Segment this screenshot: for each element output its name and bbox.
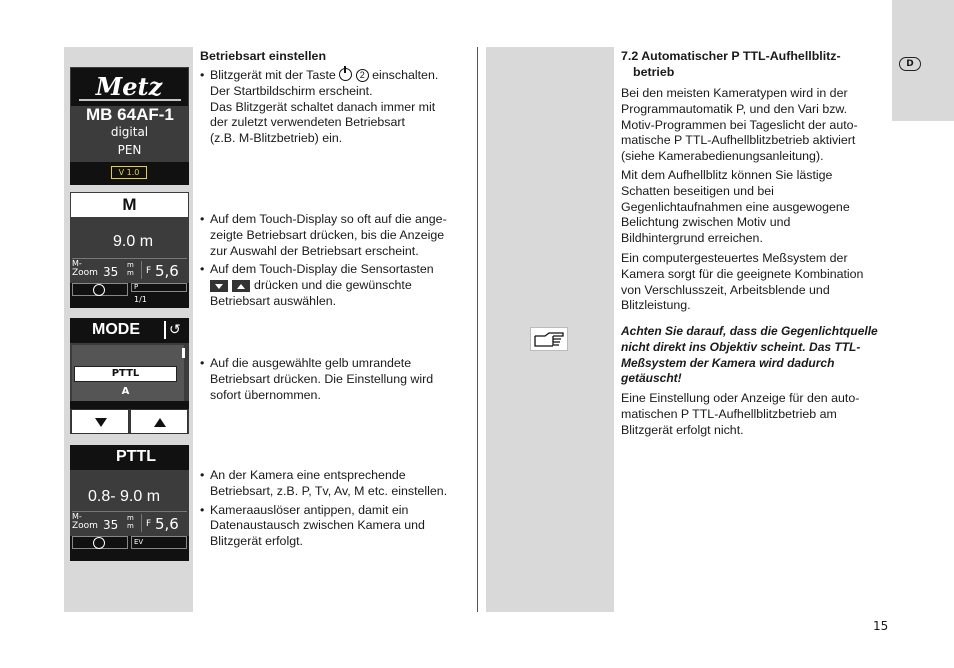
step-1-text: Blitzgerät mit der Taste [210,68,340,82]
p-button[interactable] [131,283,187,292]
step-3 [200,262,465,309]
m-footer [70,283,189,308]
p2-line: Belichtung zwischen Motiv und [621,215,791,230]
step-2-line: Auf dem Touch-Display so oft auf die ange- [210,212,447,226]
circled-number-label: 2 [359,70,365,80]
mode-option-pttl[interactable] [74,366,177,382]
step-list-2 [200,212,465,310]
scroll-indicator[interactable] [182,348,185,358]
pttl-footer [70,536,189,561]
p3-line: Ein computergesteuertes Meßsystem der [621,251,848,265]
step-1-line: der zuletzt verwendeten Betriebsart [210,115,405,130]
start-screen [70,67,189,185]
f-label: F [146,266,152,276]
right-paragraph-2 [621,168,886,247]
ev-button[interactable] [131,536,187,549]
mode-option-a[interactable] [74,386,177,400]
f-value: 5,6 [155,262,179,280]
pttl-info-icon [93,537,105,549]
model-name: MB 64AF-1 [86,105,174,124]
power-icon [339,68,352,81]
mode-pttl-screen [70,445,189,561]
step-1-line: Der Startbildschirm erscheint. [210,83,373,98]
language-badge [899,57,921,71]
step-6-line: Kameraauslöser antippen, damit ein [210,502,409,517]
pttl-mm-bottom: m [127,522,134,530]
pttl-zoom-row [72,511,187,535]
right-paragraph-4 [621,391,886,438]
step-4-line: Auf die ausgewählte gelb umrandete [210,356,412,370]
start-footer [70,162,189,185]
p2-line: Mit dem Aufhellblitz können Sie lästige [621,168,833,182]
p1-line: (siehe Kamerabedienungsanleitung). [621,149,824,164]
left-heading: Betriebsart einstellen [200,49,327,63]
p3-line: von Verschlusszeit, Arbeitsblende und [621,282,830,297]
ev-label: EV [134,538,144,546]
mode-option-pttl-label: PTTL [111,368,140,379]
zoom-value: 35 [103,265,119,279]
metz-logo [71,68,188,106]
step-3-line: drücken und die gewünschte [254,278,412,293]
mode-option-a-label: A [121,386,130,397]
step-4 [200,356,465,403]
version-box [111,166,147,179]
pttl-zoom-value: 35 [103,518,119,532]
p3-line: Blitzleistung. [621,298,691,313]
page-number: 15 [873,619,889,633]
up-button[interactable] [130,409,188,434]
note-line: getäuscht! [621,371,682,386]
info-button[interactable] [72,283,128,296]
step-5 [200,468,465,500]
mode-m-header[interactable] [71,193,188,217]
m-label: M- [72,259,82,268]
step-1-line: (z.B. M-Blitzbetrieb) ein. [210,131,343,146]
down-arrow-icon [72,410,130,435]
mode-list-bottom [70,401,189,409]
pttl-f-label: F [146,519,152,529]
pttl-mode-label: PTTL [116,448,156,465]
step-6-line: Datenaustausch zwischen Kamera und [210,518,425,533]
p2-line: Schatten beseitigen und bei [621,183,774,198]
step-4-line: Betriebsart drücken. Die Einstellung wird [210,371,434,386]
step-list-1 [200,68,465,147]
step-5-line: An der Kamera eine entsprechende [210,468,406,482]
p2-line: Bildhintergrund erreichen. [621,231,763,246]
p1-line: matische P TTL-Aufhellblitzbetrieb aktiviert [621,133,856,148]
circled-number [356,69,369,82]
back-icon[interactable]: ↺ [164,321,184,339]
mm-top: m [127,261,134,269]
step-6-line: Blitzgerät erfolgt. [210,534,303,549]
pttl-header[interactable] [70,445,189,470]
mode-select-header [70,318,189,343]
pttl-zoom-label: Zoom [72,521,98,531]
metz-logo-text: Metz [95,72,163,101]
p4-line: Eine Einstellung oder Anzeige für den auto- [621,391,860,405]
note-line: nicht direkt ins Objektiv scheint. Das TTL- [621,339,861,354]
p-label: P [134,283,139,291]
hand-note-icon [530,327,568,351]
mode-m-screen [70,192,189,308]
mode-select-screen [70,318,189,434]
p4-line: matischen P TTL-Aufhellblitzbetrieb am [621,406,837,421]
pttl-m-label: M- [72,512,82,521]
model-sub-digital: digital [110,125,149,139]
pttl-mm-top: m [127,514,134,522]
metz-logo-mark [71,68,188,106]
down-key-icon [210,280,228,292]
up-key-icon [232,280,250,292]
pttl-f-value: 5,6 [155,515,179,533]
step-5-line: Betriebsart, z.B. P, Tv, Av, M etc. einstellen. [210,483,448,498]
down-button[interactable] [71,409,129,434]
p1-line: Programmautomatik P, und den Vari bzw. [621,101,848,116]
note-line: Meßsystem der Kamera wird dadurch [621,355,835,370]
step-1 [200,68,465,147]
language-badge-label: D [906,59,914,69]
pointing-hand-icon [531,328,569,352]
step-2 [200,212,465,259]
p1-line: Bei den meisten Kameratypen wird in der [621,86,848,100]
info-icon [93,284,105,296]
step-list-3 [200,356,465,403]
step-6 [200,503,465,550]
step-3-line: Betriebsart auswählen. [210,293,337,308]
p3-line: Kamera sorgt für die geeignete Kombination [621,266,864,281]
mm-bottom: m [127,269,134,277]
step-1-post: einschalten. [368,68,439,82]
zoom-label: Zoom [72,268,98,278]
pttl-zoom-divider [141,514,142,532]
section-heading-line1: 7.2 Automatischer P TTL-Aufhellblitz- [621,49,841,63]
distance-value: 9.0 m [113,233,154,250]
model-sub-pen: PEN [117,143,142,157]
section-heading [621,49,886,81]
p1-line: Motiv-Programmen bei Tageslicht der auto- [621,117,858,132]
step-2-line: zur Auswahl der Betriebsart erscheint. [210,243,419,258]
right-paragraph-1 [621,86,886,165]
mode-label: M [122,195,137,214]
ratio-value: 1/1 [134,295,147,304]
version-label: V 1.0 [118,168,140,177]
p4-line: Blitzgerät erfolgt nicht. [621,422,744,437]
up-arrow-icon [131,410,189,435]
section-heading-line2: betrieb [633,64,675,79]
pttl-info-button[interactable] [72,536,128,549]
right-paragraph-3 [621,251,886,314]
step-3-line: Auf dem Touch-Display die Sensortasten [210,262,434,277]
step-2-line: zeigte Betriebsart drücken, bis die Anzeige [210,227,445,242]
zoom-row [72,258,187,282]
step-1-line: Das Blitzgerät schaltet danach immer mit [210,99,436,114]
mode-title: MODE [92,321,140,338]
note-line: Achten Sie darauf, dass die Gegenlichtquelle [621,324,878,338]
step-list-4 [200,468,465,550]
warning-note [621,324,889,387]
step-4-line: sofort übernommen. [210,387,321,402]
pttl-distance: 0.8- 9.0 m [88,488,161,505]
zoom-divider [141,261,142,279]
p2-line: Gegenlichtaufnahmen eine ausgewogene [621,199,850,214]
column-divider [477,47,478,612]
